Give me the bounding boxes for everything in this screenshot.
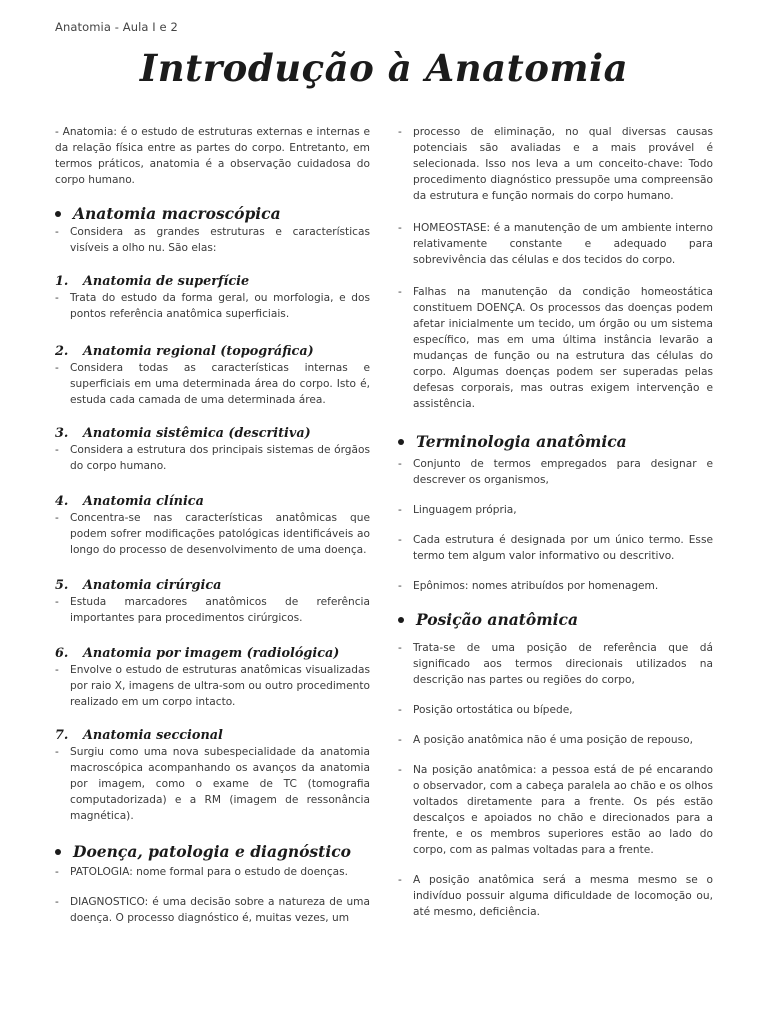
list-item <box>398 578 713 594</box>
item-text: Considera a estrutura dos principais sistemas de órgãos do corpo humano. <box>70 444 370 472</box>
item-text: Considera todas as características internas e superficiais em uma determinada área do corpo. Isto é, estuda cada camada de uma determinada área. <box>70 362 370 406</box>
list-item <box>55 360 370 408</box>
subsection-title <box>55 344 370 360</box>
item-text: Considera as grandes estruturas e características visíveis a olho nu. São elas: <box>70 226 370 254</box>
dash-icon: - <box>55 226 59 238</box>
intro-paragraph: - Anatomia: é o estudo de estruturas externas e internas e da relação física entre as partes do corpo. Entretanto, em termos práticos, anatomia é a observação cuidadosa do corpo humano. <box>55 126 370 186</box>
dash-icon: - <box>55 362 59 374</box>
list-item <box>398 284 713 412</box>
list-item <box>55 662 370 710</box>
subsection-label: Anatomia de superfície <box>83 274 250 289</box>
subsection-number: 3. <box>55 426 69 441</box>
item-text: Concentra-se nas características anatômicas que podem sofrer modificações patológicas identificáveis ao longo do processo de desenvolvimento de uma doença. <box>70 512 370 556</box>
dash-icon: - <box>398 874 402 886</box>
item-text: Posição ortostática ou bípede, <box>413 704 573 716</box>
subsection-number: 1. <box>55 274 69 289</box>
subsection-label: Anatomia por imagem (radiológica) <box>83 646 340 661</box>
bullet-icon <box>55 849 61 855</box>
dash-icon: - <box>398 458 402 470</box>
subsection-number: 7. <box>55 728 69 743</box>
item-text: PATOLOGIA: nome formal para o estudo de doenças. <box>70 866 349 878</box>
subsection-title <box>55 426 370 442</box>
list-item <box>55 224 370 256</box>
dash-icon: - <box>55 866 59 878</box>
item-text: DIAGNOSTICO: é uma decisão sobre a natureza de uma doença. O processo diagnóstico é, muitas vezes, um <box>70 896 370 924</box>
subsection-number: 2. <box>55 344 69 359</box>
section-macroscopic <box>55 206 370 222</box>
subsection-number: 5. <box>55 578 69 593</box>
subsection-title <box>55 274 370 290</box>
page-title: Introdução à Anatomia <box>139 46 629 90</box>
dash-icon: - <box>398 126 402 138</box>
list-item <box>398 532 713 564</box>
section-terminology <box>398 434 713 450</box>
item-text: Epônimos: nomes atribuídos por homenagem. <box>413 580 659 592</box>
dash-icon: - <box>55 512 59 524</box>
list-item <box>398 640 713 688</box>
list-item <box>398 220 713 268</box>
list-item <box>398 456 713 488</box>
dash-icon: - <box>55 444 59 456</box>
list-item <box>398 702 713 718</box>
dash-icon: - <box>398 704 402 716</box>
dash-icon: - <box>55 596 59 608</box>
bullet-icon <box>55 211 61 217</box>
dash-icon: - <box>398 642 402 654</box>
item-text: processo de eliminação, no qual diversas causas potenciais são avaliadas e a mais provável é selecionada. Isso nos leva a um conceito-chave: Todo procedimento diagnóstico pressupõe uma compreensão da estrutura e função normais do corpo humano. <box>413 126 713 202</box>
item-text: Estuda marcadores anatômicos de referência importantes para procedimentos cirúrgicos. <box>70 596 370 624</box>
left-column <box>55 124 370 926</box>
item-text: Falhas na manutenção da condição homeostática constituem DOENÇA. Os processos das doenças podem afetar inicialmente um tecido, um órgão ou um sistema específico, mas em uma última instância levarão a mudanças de função ou na estrutura das células do corpo. Algumas doenças podem ser superadas pelas defesas corporais, mas outras exigem intervenção e assistência. <box>413 286 713 410</box>
list-item <box>55 290 370 322</box>
dash-icon: - <box>398 580 402 592</box>
list-item <box>398 762 713 858</box>
section-disease <box>55 844 370 860</box>
list-item <box>55 894 370 926</box>
list-item <box>55 594 370 626</box>
section-title: Doença, patologia e diagnóstico <box>73 842 351 861</box>
bullet-icon <box>398 617 404 623</box>
section-title: Terminologia anatômica <box>416 432 627 451</box>
subsection-label: Anatomia regional (topográfica) <box>83 344 314 359</box>
subsection-label: Anatomia clínica <box>83 494 204 509</box>
list-item <box>398 872 713 920</box>
right-column <box>398 124 713 920</box>
dash-icon: - <box>398 504 402 516</box>
item-text: Trata do estudo da forma geral, ou morfologia, e dos pontos referência anatômica superficiais. <box>70 292 370 320</box>
list-item <box>398 502 713 518</box>
dash-icon: - <box>398 222 402 234</box>
subsection-label: Anatomia seccional <box>83 728 223 743</box>
list-item <box>55 744 370 824</box>
subsection-title <box>55 494 370 510</box>
subsection-title <box>55 578 370 594</box>
section-title: Posição anatômica <box>416 610 579 629</box>
item-text: Na posição anatômica: a pessoa está de pé encarando o observador, com a cabeça paralela ao chão e os olhos voltados diretamente para a frente. Os pés estão descalços e apoiados no chão e direcionados para a frente, e os membros superiores estão ao lado do corpo, com as palmas voltadas para a frente. <box>413 764 713 856</box>
dash-icon: - <box>398 286 402 298</box>
dash-icon: - <box>55 896 59 908</box>
item-text: HOMEOSTASE: é a manutenção de um ambiente interno relativamente constante e adequado para sobrevivência das células e dos tecidos do corpo. <box>413 222 713 266</box>
dash-icon: - <box>398 734 402 746</box>
dash-icon: - <box>55 664 59 676</box>
item-text: Linguagem própria, <box>413 504 517 516</box>
item-text: Trata-se de uma posição de referência que dá significado aos termos direcionais utilizados na descrição nas partes ou regiões do corpo, <box>413 642 713 686</box>
bullet-icon <box>398 439 404 445</box>
subsection-title <box>55 728 370 744</box>
dash-icon: - <box>55 292 59 304</box>
subsection-number: 4. <box>55 494 69 509</box>
item-text: Conjunto de termos empregados para designar e descrever os organismos, <box>413 458 713 486</box>
item-text: Envolve o estudo de estruturas anatômicas visualizadas por raio X, imagens de ultra-som ou outro procedimento realizado em um corpo intacto. <box>70 664 370 708</box>
section-anatomical-position <box>398 612 713 628</box>
list-item <box>55 510 370 558</box>
item-text: Cada estrutura é designada por um único termo. Esse termo tem algum valor informativo ou descritivo. <box>413 534 713 562</box>
dash-icon: - <box>398 764 402 776</box>
page-header: Anatomia - Aula I e 2 <box>55 20 178 34</box>
item-text: Surgiu como uma nova subespecialidade da anatomia macroscópica acompanhando os avanços da anatomia por imagem, como o exame de TC (tomografia computadorizada) e a RM (imagem de ressonância magnética). <box>70 746 370 822</box>
item-text: A posição anatômica será a mesma mesmo se o indivíduo possuir alguma dificuldade de locomoção ou, até mesmo, deficiência. <box>413 874 713 918</box>
list-item <box>398 732 713 748</box>
item-text: A posição anatômica não é uma posição de repouso, <box>413 734 693 746</box>
subsection-label: Anatomia sistêmica (descritiva) <box>83 426 311 441</box>
list-item <box>398 124 713 204</box>
dash-icon: - <box>55 746 59 758</box>
subsection-label: Anatomia cirúrgica <box>83 578 222 593</box>
section-title: Anatomia macroscópica <box>73 204 281 223</box>
subsection-title <box>55 646 370 662</box>
list-item <box>55 864 370 880</box>
subsection-number: 6. <box>55 646 69 661</box>
list-item <box>55 442 370 474</box>
dash-icon: - <box>398 534 402 546</box>
